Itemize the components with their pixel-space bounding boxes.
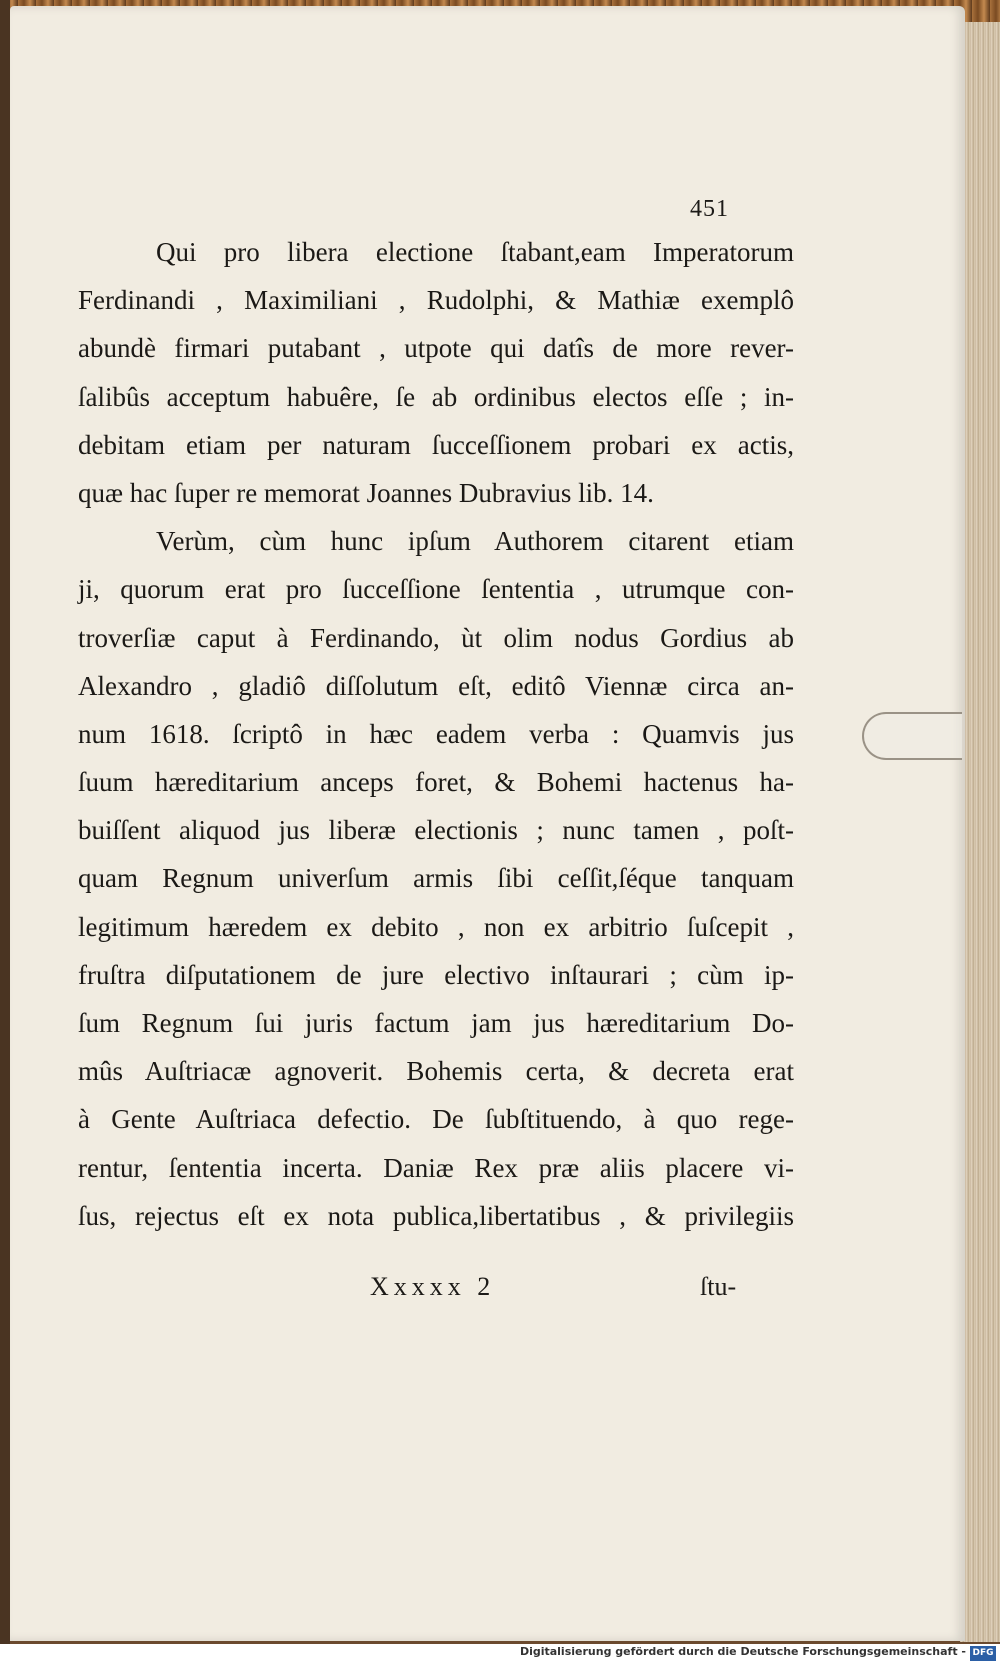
text-line: quam Regnum univerſum armis ſibi ceſſit,ſéque tanquam xyxy=(78,863,794,894)
text-line: ſum Regnum ſui juris factum jam jus hæreditarium Do- xyxy=(78,1008,794,1038)
text-line: ſalibûs acceptum habuêre, ſe ab ordinibus electos eſſe ; in- xyxy=(78,381,794,412)
dfg-logo-icon: DFG xyxy=(970,1646,996,1661)
text-line: ſuum hæreditarium anceps foret, & Bohemi hactenus ha- xyxy=(78,767,794,798)
page-stack-edge xyxy=(960,22,1000,1642)
text-line: debitam etiam per naturam ſucceſſionem probari ex actis, xyxy=(78,429,794,460)
text-line: Verùm, cùm hunc ipſum Authorem citarent etiam xyxy=(156,526,794,557)
text-line: Qui pro libera electione ſtabant,eam Imperatorum xyxy=(156,237,794,267)
text-line: Ferdinandi , Maximiliani , Rudolphi, & Mathiæ exemplô xyxy=(78,285,794,316)
text-line: à Gente Auſtriaca defectio. De ſubſtituendo, à quo rege- xyxy=(78,1104,794,1135)
body-text xyxy=(78,228,794,1240)
text-line: rentur, ſententia incerta. Daniæ Rex præ aliis placere vi- xyxy=(78,1152,794,1183)
text-line: quæ hac ſuper re memorat Joannes Dubravius lib. 14. xyxy=(78,477,654,508)
page-clip-marker xyxy=(862,712,962,760)
catchword: ſtu- xyxy=(700,1272,737,1301)
text-line: troverſiæ caput à Ferdinando, ùt olim nodus Gordius ab xyxy=(78,622,794,653)
text-line: abundè firmari putabant , utpote qui datîs de more rever- xyxy=(78,333,794,364)
text-line: mûs Auſtriacæ agnoverit. Bohemis certa, & decreta erat xyxy=(78,1056,794,1087)
text-line: buiſſent aliquod jus liberæ electionis ; nunc tamen , poſt- xyxy=(78,815,794,846)
text-line: fruſtra diſputationem de jure electivo inſtaurari ; cùm ip- xyxy=(78,959,794,990)
text-line: legitimum hæredem ex debito , non ex arbitrio ſuſcepit , xyxy=(78,911,794,942)
page-number: 451 xyxy=(690,196,729,222)
text-line: ſus, rejectus eſt ex nota publica,libertatibus , & privilegiis xyxy=(78,1200,794,1231)
signature-mark: Xxxxx 2 xyxy=(370,1272,496,1301)
text-line: num 1618. ſcriptô in hæc eadem verba : Quamvis jus xyxy=(78,718,794,749)
book-left-edge xyxy=(0,0,10,1664)
text-line: Alexandro , gladiô diſſolutum eſt, editô Viennæ circa an- xyxy=(78,670,794,701)
text-line: ji, quorum erat pro ſucceſſione ſententia , utrumque con- xyxy=(78,574,794,605)
footer-credit: Digitalisierung gefördert durch die Deutsche Forschungsgemeinschaft - xyxy=(519,1645,966,1658)
